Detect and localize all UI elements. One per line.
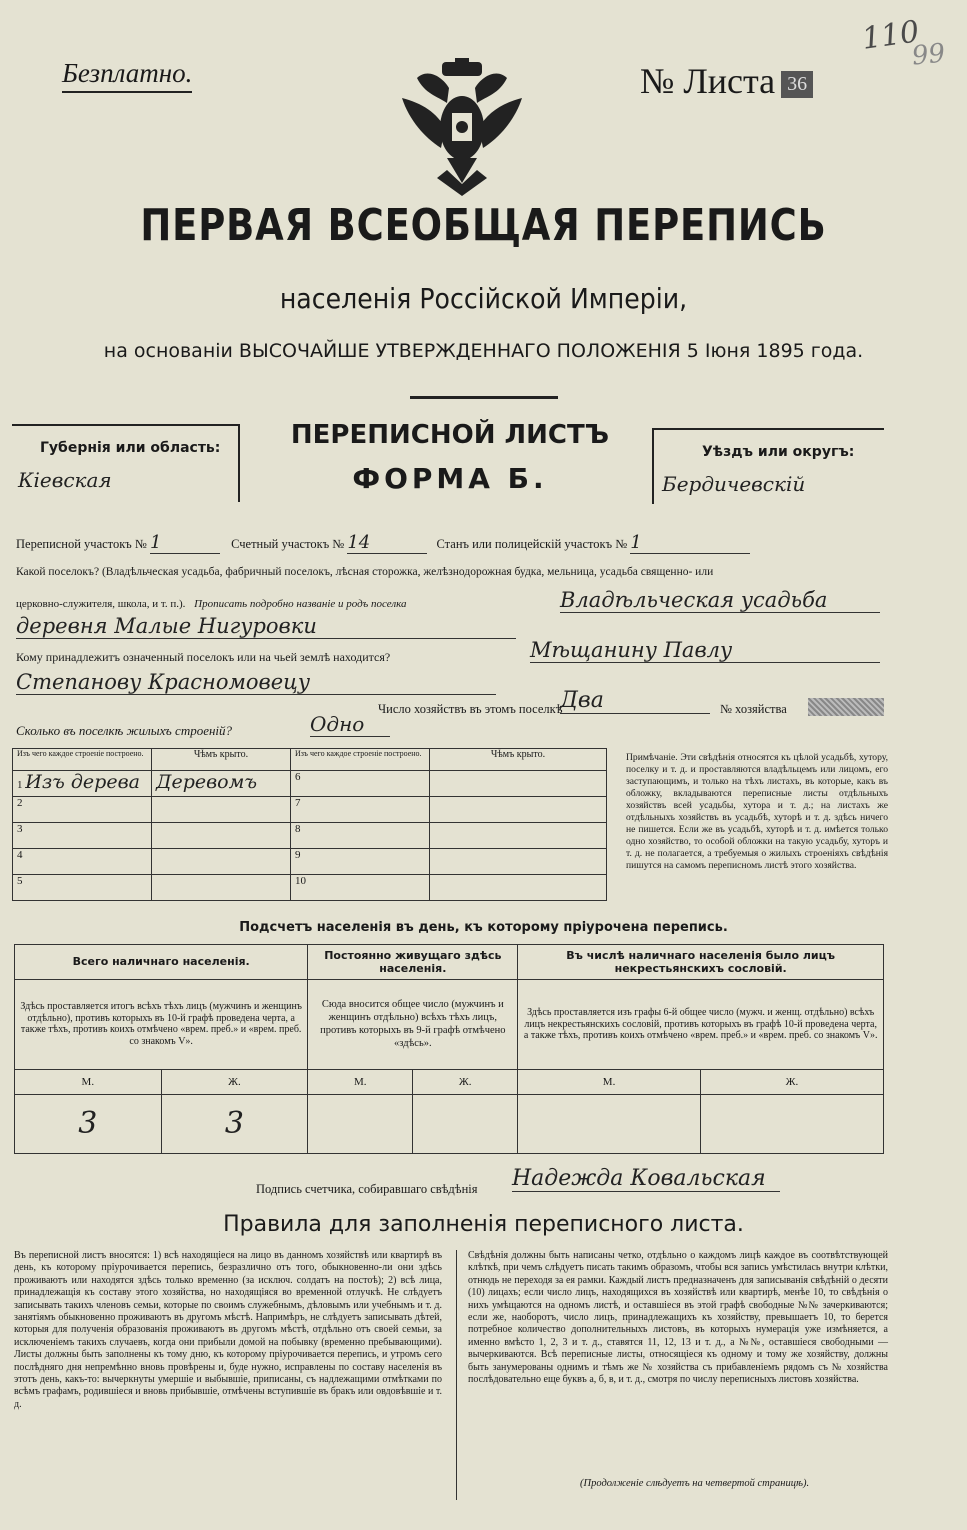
rules-left-column: Въ переписной листъ вносятся: 1) всѣ находящіеся на лицо въ данномъ хозяйствѣ или квартирѣ въ день, къ которому пріурочивается перепись, безразлично отъ того, обыкновенно-ли они здѣсь проживаютъ или находятся здѣсь только временно (за исключ. солдатъ на постоѣ); 2) всѣ лица, принадлежащія къ составу этого хозяйства, но находящіяся во временной отлучкѣ. Не слѣдуетъ записывать такихъ членовъ семьи, которые по своимъ служебнымъ, дѣловымъ или учебнымъ и т. д. занятіямъ обыкновенно проживаютъ въ другомъ мѣстѣ. Напримѣръ, не слѣдуетъ записывать дѣтей, которыя для полученія образованія проживаютъ въ другомъ мѣстѣ, отдѣльно отъ своей семьи, за исключеніемъ такихъ случаевъ, когда они прибыли домой на побывку (временно пребывающими). Листы должны быть заполнены къ тому дню, къ которому пріурочивается перепись, и утромъ сего послѣдняго дня непремѣнно вновь провѣрены и, буде нужно, исправлены по составу населенія въ этотъ день, какъ-то: вычеркнуты умершіе и выбывшіе, приписаны, съ надлежащими отмѣтками по всѣмъ графамъ, родившіеся и вновь прибывшіе, отмѣчены вступившіе въ бракъ или овдовѣвшіе и т. д. <box>14 1250 442 1410</box>
row1-roof: Деревомъ <box>156 771 258 793</box>
uezd-box <box>652 428 884 504</box>
gubernia-label: Губернія или область: <box>40 440 221 456</box>
table-row: 3 <box>13 823 152 849</box>
signature-label: Подпись счетчика, собиравшаго свѣдѣнія <box>256 1182 478 1196</box>
divider <box>410 396 558 399</box>
female-label: Ж. <box>161 1069 308 1094</box>
households-value: Два <box>560 688 710 714</box>
districts-line <box>16 532 750 554</box>
decree-line: на основаніи ВЫСОЧАЙШЕ УТВЕРЖДЕННАГО ПОЛОЖЕНІЯ 5 Іюня 1895 года. <box>103 340 864 362</box>
buildings-col-roof: Чѣмъ крыто. <box>152 749 291 771</box>
household-no-value <box>808 698 884 716</box>
settlement-line <box>16 566 713 578</box>
male-label: М. <box>308 1069 413 1094</box>
buildings-col-material-2: Изъ чего каждое строеніе построено. <box>291 749 430 771</box>
population-desc-permanent: Сюда вносится общее число (мужчинъ и женщинъ отдѣльно) всѣхъ тѣхъ лицъ, противъ которыхъ въ 9-й графѣ отмѣчено «здѣсь». <box>308 979 518 1069</box>
sheet-number-label: № Листа <box>640 61 776 101</box>
population-desc-total: Здѣсь проставляется итогъ всѣхъ тѣхъ лицъ (мужчинъ и женщинъ отдѣльно), противъ которыхъ въ 10-й графѣ проведена черта, а также тѣхъ, противъ коихъ отмѣчено «врем. преб.» и «врем. преб. со знакомъ V». <box>15 979 308 1069</box>
page-subtitle: населенія Россійской Имперіи, <box>279 282 688 315</box>
sheet-number <box>640 60 813 102</box>
table-row: 10 <box>291 875 430 901</box>
population-desc-nonpeasant: Здѣсь проставляется изъ графы 6-й общее число (мужч. и женщ. отдѣльно) всѣхъ лицъ некрестьянскихъ сословій, противъ которыхъ въ графѣ 10-й проведена черта, а также тѣхъ, противъ коихъ отмѣчено «врем. преб.» и «врем. преб. со знакомъ V». <box>518 979 884 1069</box>
census-district-value: 1 <box>150 532 220 554</box>
buildings-table <box>12 748 607 901</box>
buildings-col-roof-2: Чѣмъ крыто. <box>430 749 607 771</box>
male-label: М. <box>15 1069 162 1094</box>
stan-label: Станъ или полицейскій участокъ № <box>436 537 628 551</box>
rules-right-column: Свѣдѣнія должны быть написаны четко, отдѣльно о каждомъ лицѣ каждое въ соотвѣтствующей клѣткѣ, при чемъ слѣдуетъ писать такимъ образомъ, чтобы вся запись умѣстилась внутри клѣтки, отнюдь не переходя за ея рамки. Каждый листъ предназначенъ для записыванія свѣдѣній о десяти (10) лицахъ; если число лицъ, находящихся въ хозяйствѣ или квартирѣ, менѣе 10, то свѣдѣнія о нихъ умѣщаются на одномъ листѣ, и оставшіеся въ этой графѣ свободные №№ зачеркиваются; если же, наоборотъ, число лицъ, принадлежащихъ къ хозяйству, превышаетъ 10, то берется потребное количество дополнительныхъ листовъ, въ которыхъ нумерація уже измѣняется, а именно вмѣсто 1, 2, 3 и т. д., ставятся 11, 12, 13 и т. д., а №№, оставшіеся свободными — вычеркиваются. Всѣ переписные листы, относящіеся къ одному и тому же хозяйству, должны быть занумерованы однимъ и тѣмъ же № хозяйства съ прибавленіемъ рядомъ съ № хозяйства послѣдовательно еще буквъ а, б, в, и т. д., смотря по числу переписныхъ листовъ хозяйства. <box>468 1250 888 1386</box>
table-row: 4 <box>13 849 152 875</box>
total-female-value: 3 <box>161 1094 308 1153</box>
table-row: 6 <box>291 771 430 797</box>
sheet-number-value: 36 <box>781 71 813 98</box>
owner-label: Кому принадлежитъ означенный поселокъ или на чьей землѣ находится? <box>16 650 391 664</box>
corner-note-2: 99 <box>910 38 947 72</box>
census-district-label: Переписной участокъ № <box>16 537 147 551</box>
row1-material: Изъ дерева <box>25 771 140 793</box>
free-label: Безплатно. <box>62 58 192 93</box>
population-col-nonpeasant: Въ числѣ наличнаго населенія было лицъ некрестьянскихъ сословій. <box>518 945 884 980</box>
table-row: 2 <box>13 797 152 823</box>
population-heading: Подсчетъ населенія въ день, къ которому пріурочена перепись. <box>239 920 728 935</box>
table-row: 8 <box>291 823 430 849</box>
rules-continued: (Продолженіе слѣдуетъ на четвертой страницѣ). <box>580 1478 810 1489</box>
table-row: 1 Изъ дерева <box>13 771 152 797</box>
buildings-note: Примѣчаніе. Эти свѣдѣнія относятся къ цѣлой усадьбѣ, хутору, поселку и т. д. и проставляются владѣльцемъ или лицомъ, его заступающимъ, и только на тѣхъ листахъ, въ которые, какъ въ обложку, вкладываются переписные листы отдѣльныхъ хозяйствъ всей усадьбы, хутора и т. д.; на листахъ же отдѣльныхъ хозяйствъ въ усадьбѣ, хуторѣ и т. д. здѣсь ничего не пишется. Если же въ усадьбѣ, хуторѣ и т. д. имѣется только одно хозяйство, то особой обложки на такую усадьбу, хуторъ и т. д. не полагается, а требуемыя о жилыхъ строеніяхъ свѣдѣнія пишутся на самомъ переписномъ листѣ этого хозяйства. <box>626 752 888 871</box>
male-label: М. <box>518 1069 700 1094</box>
gubernia-value: Кіевская <box>18 468 112 492</box>
population-col-total: Всего наличнаго населенія. <box>15 945 308 980</box>
gubernia-box <box>12 424 240 502</box>
settlement-instruction: Прописать подробно названіе и родъ поселка <box>194 598 407 610</box>
table-cell <box>430 771 607 797</box>
total-male-value: 3 <box>15 1094 162 1153</box>
counting-district-label: Счетный участокъ № <box>231 537 345 551</box>
page-title: ПЕРВАЯ ВСЕОБЩАЯ ПЕРЕПИСЬ <box>140 200 827 251</box>
corner-note: 110 <box>859 14 922 57</box>
settlement-hint-2: церковно-служителя, школа, и т. п.). <box>16 598 186 610</box>
settlement-line-2 <box>16 598 407 610</box>
buildings-value: Одно <box>310 712 390 737</box>
household-no-label: № хозяйства <box>720 702 787 716</box>
table-row: 5 <box>13 875 152 901</box>
stan-value: 1 <box>630 532 750 554</box>
owner-value: Мѣщанину Павлу <box>530 638 880 663</box>
settlement-hint: (Владѣльческая усадьба, фабричный поселокъ, лѣсная сторожка, желѣзнодорожная будка, мельница, усадьба священно- или <box>101 566 714 578</box>
female-label: Ж. <box>700 1069 883 1094</box>
buildings-col-material: Изъ чего каждое строеніе построено. <box>13 749 152 771</box>
settlement-label: Какой поселокъ? <box>16 566 100 578</box>
buildings-label: Сколько въ поселкѣ жилыхъ строеній? <box>16 723 233 738</box>
uezd-value: Бердичевскій <box>662 472 806 496</box>
uezd-label: Уѣздъ или округъ: <box>702 444 855 460</box>
rules-divider <box>456 1250 457 1500</box>
households-label: Число хозяйствъ въ этомъ поселкѣ <box>378 702 563 716</box>
counting-district-value: 14 <box>347 532 427 554</box>
form-title: ПЕРЕПИСНОЙ ЛИСТЪ <box>290 420 610 450</box>
owner-value-2: Степанову Красномовецу <box>16 670 496 695</box>
settlement-value: Владѣльческая усадьба <box>560 588 880 613</box>
table-row: 7 <box>291 797 430 823</box>
signature-value: Надежда Ковальская <box>512 1166 780 1192</box>
population-col-permanent: Постоянно живущаго здѣсь населенія. <box>308 945 518 980</box>
form-name: ФОРМА Б. <box>352 462 548 495</box>
female-label: Ж. <box>413 1069 518 1094</box>
table-row: 9 <box>291 849 430 875</box>
settlement-value-2: деревня Малые Нигуровки <box>16 614 516 639</box>
double-headed-eagle-icon <box>397 58 527 198</box>
rules-title: Правила для заполненія переписного листа. <box>223 1212 744 1237</box>
table-cell <box>152 771 291 797</box>
population-table <box>14 944 884 1154</box>
